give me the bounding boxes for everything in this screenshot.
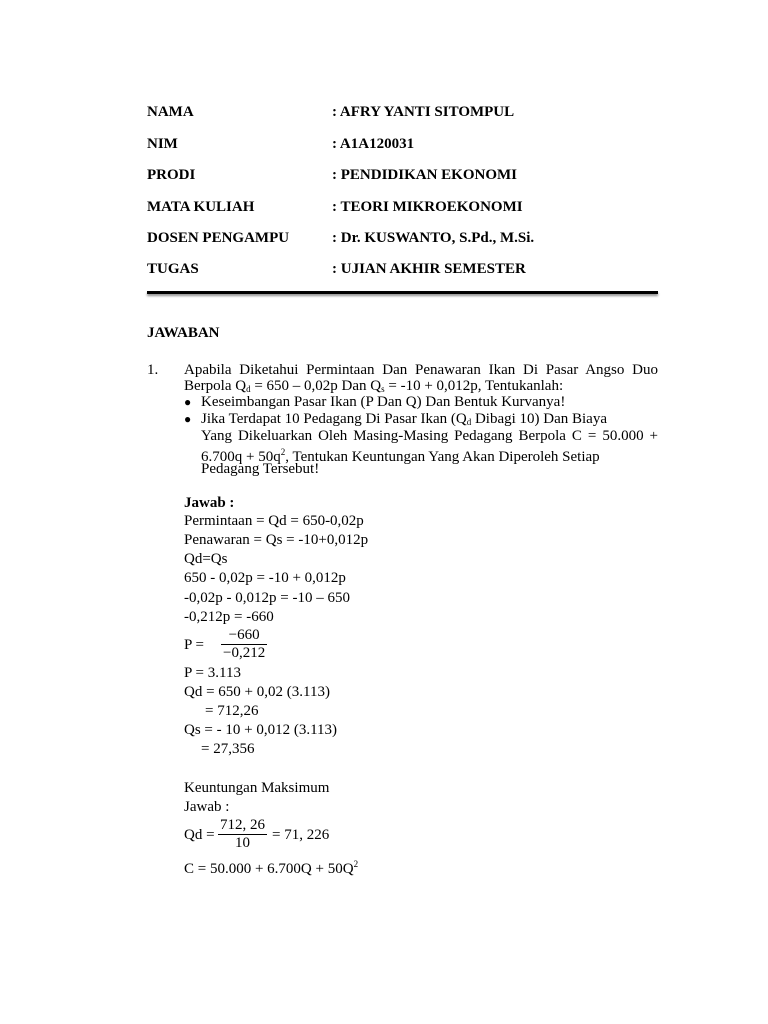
cost-function-text: C = 50.000 + 6.700Q + 50Q: [184, 861, 354, 877]
cost-function-sup: 2: [353, 859, 359, 869]
q-line2-part-b: = 650 – 0,02p Dan Q: [250, 378, 382, 394]
fraction-q-label: Qd =: [184, 827, 215, 843]
question-number: 1.: [147, 362, 159, 378]
fraction-p-numerator: −660: [221, 627, 267, 645]
b2-line3-part-a: 6.700q + 50q: [201, 449, 281, 465]
fraction-q-result: = 71, 226: [272, 827, 330, 843]
answer-line: Qd=Qs: [184, 551, 228, 567]
value-prodi: : PENDIDIKAN EKONOMI: [332, 167, 518, 183]
fraction-p-label: P =: [184, 637, 204, 653]
bullet-1-text: Keseimbangan Pasar Ikan (P Dan Q) Dan Bentuk Kurvanya!: [201, 394, 566, 410]
profit-title: Keuntungan Maksimum: [184, 780, 330, 796]
b2-line3-part-b: , Tentukan Keuntungan Yang Akan Diperoleh Setiap: [285, 449, 600, 465]
answer-line: -0,02p - 0,012p = -10 – 650: [184, 590, 350, 606]
value-nim: : A1A120031: [332, 136, 415, 152]
fraction-p-denominator: −0,212: [223, 645, 266, 661]
q-line2-part-a: Berpola Q: [184, 378, 247, 394]
b2-line3-sup: 2: [280, 447, 286, 457]
q-line2-sub-s: s: [381, 384, 385, 394]
b2-line1-sub-d: d: [466, 417, 472, 427]
q-line2-part-c: = -10 + 0,012p, Tentukanlah:: [384, 378, 564, 394]
label-nim: NIM: [147, 136, 178, 152]
label-nama: NAMA: [147, 104, 194, 120]
fraction-q-denominator: 10: [235, 835, 250, 851]
header-divider: [147, 291, 658, 294]
value-tugas: : UJIAN AKHIR SEMESTER: [332, 261, 526, 277]
answer-line: Qs = - 10 + 0,012 (3.113): [184, 722, 338, 738]
value-dosen: : Dr. KUSWANTO, S.Pd., M.Si.: [332, 230, 535, 246]
answer-line: P = 3.113: [184, 665, 241, 681]
bullet-2-line-2: Yang Dikeluarkan Oleh Masing-Masing Pedagang Berpola C = 50.000 +: [201, 428, 658, 444]
b2-line1-part-a: Jika Terdapat 10 Pedagang Di Pasar Ikan (Q: [201, 411, 467, 427]
section-title: JAWABAN: [147, 325, 220, 341]
bullet-icon: ●: [184, 412, 192, 426]
value-mata-kuliah: : TEORI MIKROEKONOMI: [332, 199, 523, 215]
label-mata-kuliah: MATA KULIAH: [147, 199, 255, 215]
fraction-q-numerator: 712, 26: [220, 817, 265, 833]
b2-line1-part-b: Dibagi 10) Dan Biaya: [471, 411, 607, 427]
answer-line: Permintaan = Qd = 650-0,02p: [184, 513, 364, 529]
label-prodi: PRODI: [147, 167, 196, 183]
fraction-q: [218, 817, 267, 852]
bullet-icon: ●: [184, 395, 192, 409]
label-dosen: DOSEN PENGAMPU: [147, 230, 290, 246]
cost-function: [184, 855, 358, 878]
answer-title: Jawab :: [184, 495, 235, 511]
q-line2-sub-d: d: [246, 384, 251, 394]
answer-line: = 27,356: [201, 741, 255, 757]
answer-line: Penawaran = Qs = -10+0,012p: [184, 532, 369, 548]
label-tugas: TUGAS: [147, 261, 199, 277]
answer-line: Qd = 650 + 0,02 (3.113): [184, 684, 330, 700]
question-line-1-text: Apabila Diketahui Permintaan Dan Penawaran Ikan Di Pasar Angso Duo: [184, 362, 658, 378]
answer-line: 650 - 0,02p = -10 + 0,012p: [184, 570, 346, 586]
value-nama: : AFRY YANTI SITOMPUL: [332, 104, 515, 120]
fraction-p: [221, 627, 267, 662]
answer-line: -0,212p = -660: [184, 609, 274, 625]
profit-jawab: Jawab :: [184, 799, 230, 815]
bullet-2-line-4: Pedagang Tersebut!: [201, 461, 320, 477]
answer-line: = 712,26: [205, 703, 259, 719]
